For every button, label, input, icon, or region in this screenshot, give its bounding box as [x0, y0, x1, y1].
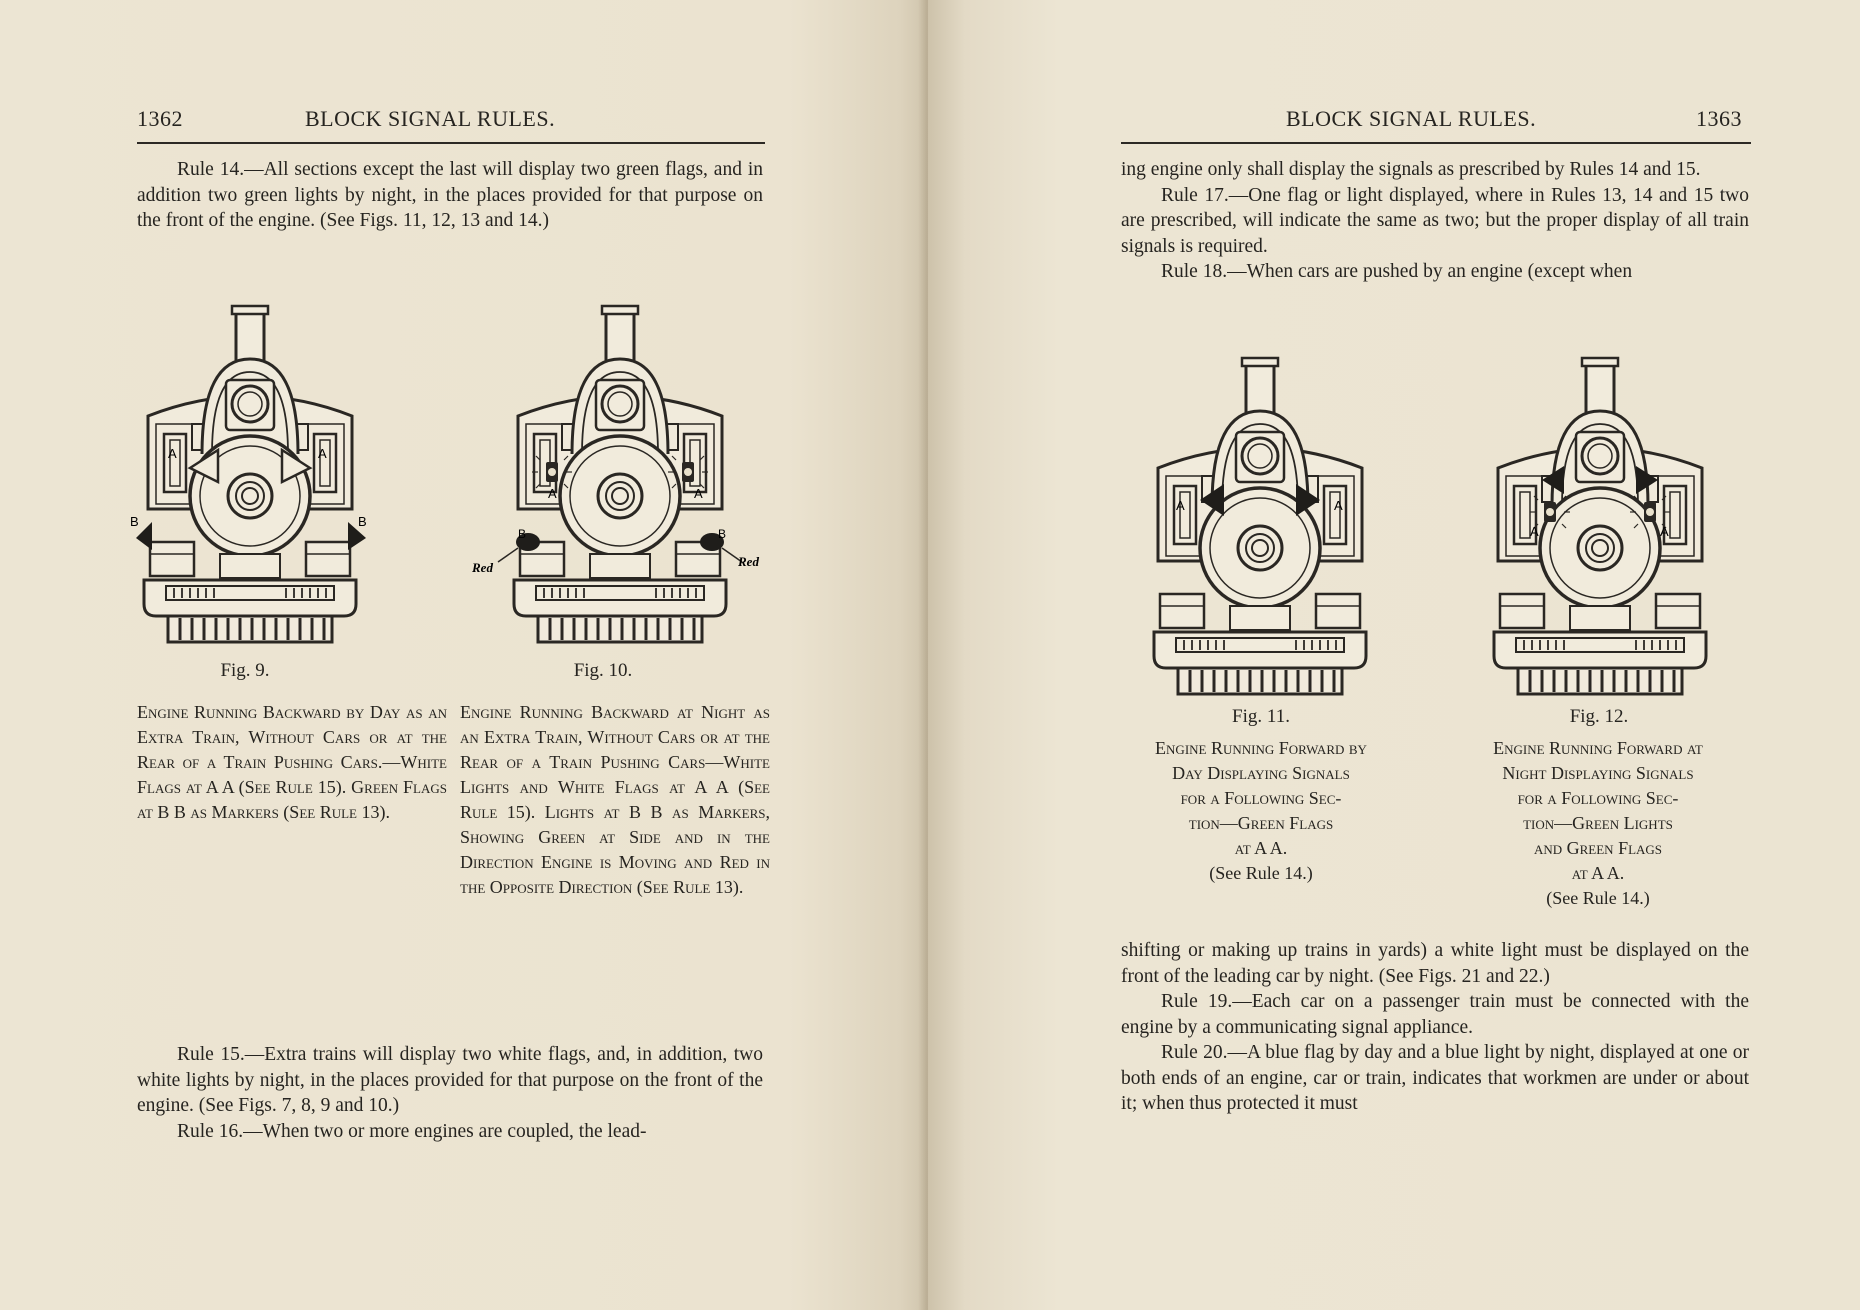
rule18-text: Rule 18.—When cars are pushed by an engine (except when	[1161, 261, 1633, 282]
fig11-mark-a-left: A	[1176, 498, 1185, 513]
fig9-label: Fig. 9.	[220, 660, 270, 681]
rule18-cont-text: shifting or making up trains in yards) a white light must be displayed on the front of the leading car by night. (See Figs. 21 and 22.)	[1121, 940, 1749, 987]
fig9-mark-b-left: B	[130, 514, 139, 529]
rule20-text: Rule 20.—A blue flag by day and a blue light by night, displayed at one or both ends of an engine, car or train, indicates that workmen are under or about it; when thus protected it must	[1121, 1042, 1749, 1114]
page-number-right: 1363	[1696, 106, 1742, 131]
fig11-label: Fig. 11.	[1232, 706, 1290, 727]
rules-18-20-text	[1121, 938, 1749, 1117]
running-head-left: BLOCK SIGNAL RULES.	[305, 106, 556, 131]
rule16-text: Rule 16.—When two or more engines are coupled, the lead-	[177, 1120, 647, 1142]
fig10-mark-b-right: B	[718, 527, 727, 541]
fig11-illustration	[1140, 352, 1380, 702]
rule14-text: Rule 14.—All sections except the last will display two green flags, and in addition two green lights by night, in the places provided for that purpose on the front of the engine. (See Figs. 11, 12, 13 and 14.)	[137, 159, 763, 231]
fig10-mark-red-right: Red	[738, 554, 759, 569]
fig9-mark-a-left: A	[168, 446, 177, 461]
fig9-caption: Engine Running Backward by Day as an Extra Train, Without Cars or at the Rear of a Train Pushing Cars.—White Flags at A A (See Rule 15). Green Flags at B B as Markers (See Rule 13).	[137, 702, 447, 822]
fig9-mark-a-right: A	[318, 446, 327, 461]
fig10-mark-a-right: A	[694, 486, 703, 501]
left-page	[0, 0, 928, 1310]
fig10-label: Fig. 10.	[573, 660, 633, 681]
rule15-text: Rule 15.—Extra trains will display two white flags, and, in addition, two white lights by night, in the places provided for that purpose on the front of the engine. (See Figs. 7, 8, 9 and 10.)	[137, 1044, 763, 1116]
fig9-mark-b-right: B	[358, 514, 367, 529]
fig10-mark-b-left: B	[518, 527, 527, 541]
fig12-mark-a-right: A	[1660, 524, 1669, 539]
rule19-text: Rule 19.—Each car on a passenger train must be connected with the engine by a communicating signal appliance.	[1121, 991, 1749, 1038]
fig12-illustration	[1480, 352, 1720, 702]
head-rule-right	[1121, 142, 1751, 144]
rule15-16-text	[137, 1042, 763, 1144]
fig10-illustration	[470, 300, 770, 650]
fig12-see-rule: (See Rule 14.)	[1546, 888, 1650, 908]
fig10-mark-red-left: Red	[472, 560, 493, 575]
right-page	[928, 0, 1860, 1310]
fig10-mark-a-left: A	[548, 486, 557, 501]
head-rule-left	[137, 142, 765, 144]
fig11-mark-a-right: A	[1334, 498, 1343, 513]
fig11-see-rule: (See Rule 14.)	[1209, 863, 1313, 883]
page-number-left: 1362	[137, 106, 183, 131]
rules-16-18-text	[1121, 157, 1749, 285]
fig12-caption: Engine Running Forward at Night Displaying Signals for a Following Sec- tion—Green Lights and Green Flags at A A. (See Rule 14.)	[1448, 736, 1748, 911]
fig11-caption: Engine Running Forward by Day Displaying Signals for a Following Sec- tion—Green Flags at A A. (See Rule 14.)	[1116, 736, 1406, 886]
running-head-right: BLOCK SIGNAL RULES.	[1286, 106, 1537, 131]
fig9-illustration	[130, 300, 370, 650]
fig10-caption: Engine Running Backward at Night as an Extra Train, Without Cars or at the Rear of a Train Pushing Cars—White Lights and White Flags at A A (See Rule 15). Lights at B B as Markers, Showing Green at Side and in the Direction Engine is Moving and Red in the Opposite Direction (See Rule 13).	[460, 702, 770, 897]
rule16-cont-text: ing engine only shall display the signals as prescribed by Rules 14 and 15.	[1121, 159, 1701, 180]
fig12-label: Fig. 12.	[1569, 706, 1629, 727]
rule17-text: Rule 17.—One flag or light displayed, where in Rules 13, 14 and 15 two are prescribed, will indicate the same as two; but the proper display of all train signals is required.	[1121, 184, 1749, 257]
fig12-mark-a-left: A	[1530, 524, 1539, 539]
